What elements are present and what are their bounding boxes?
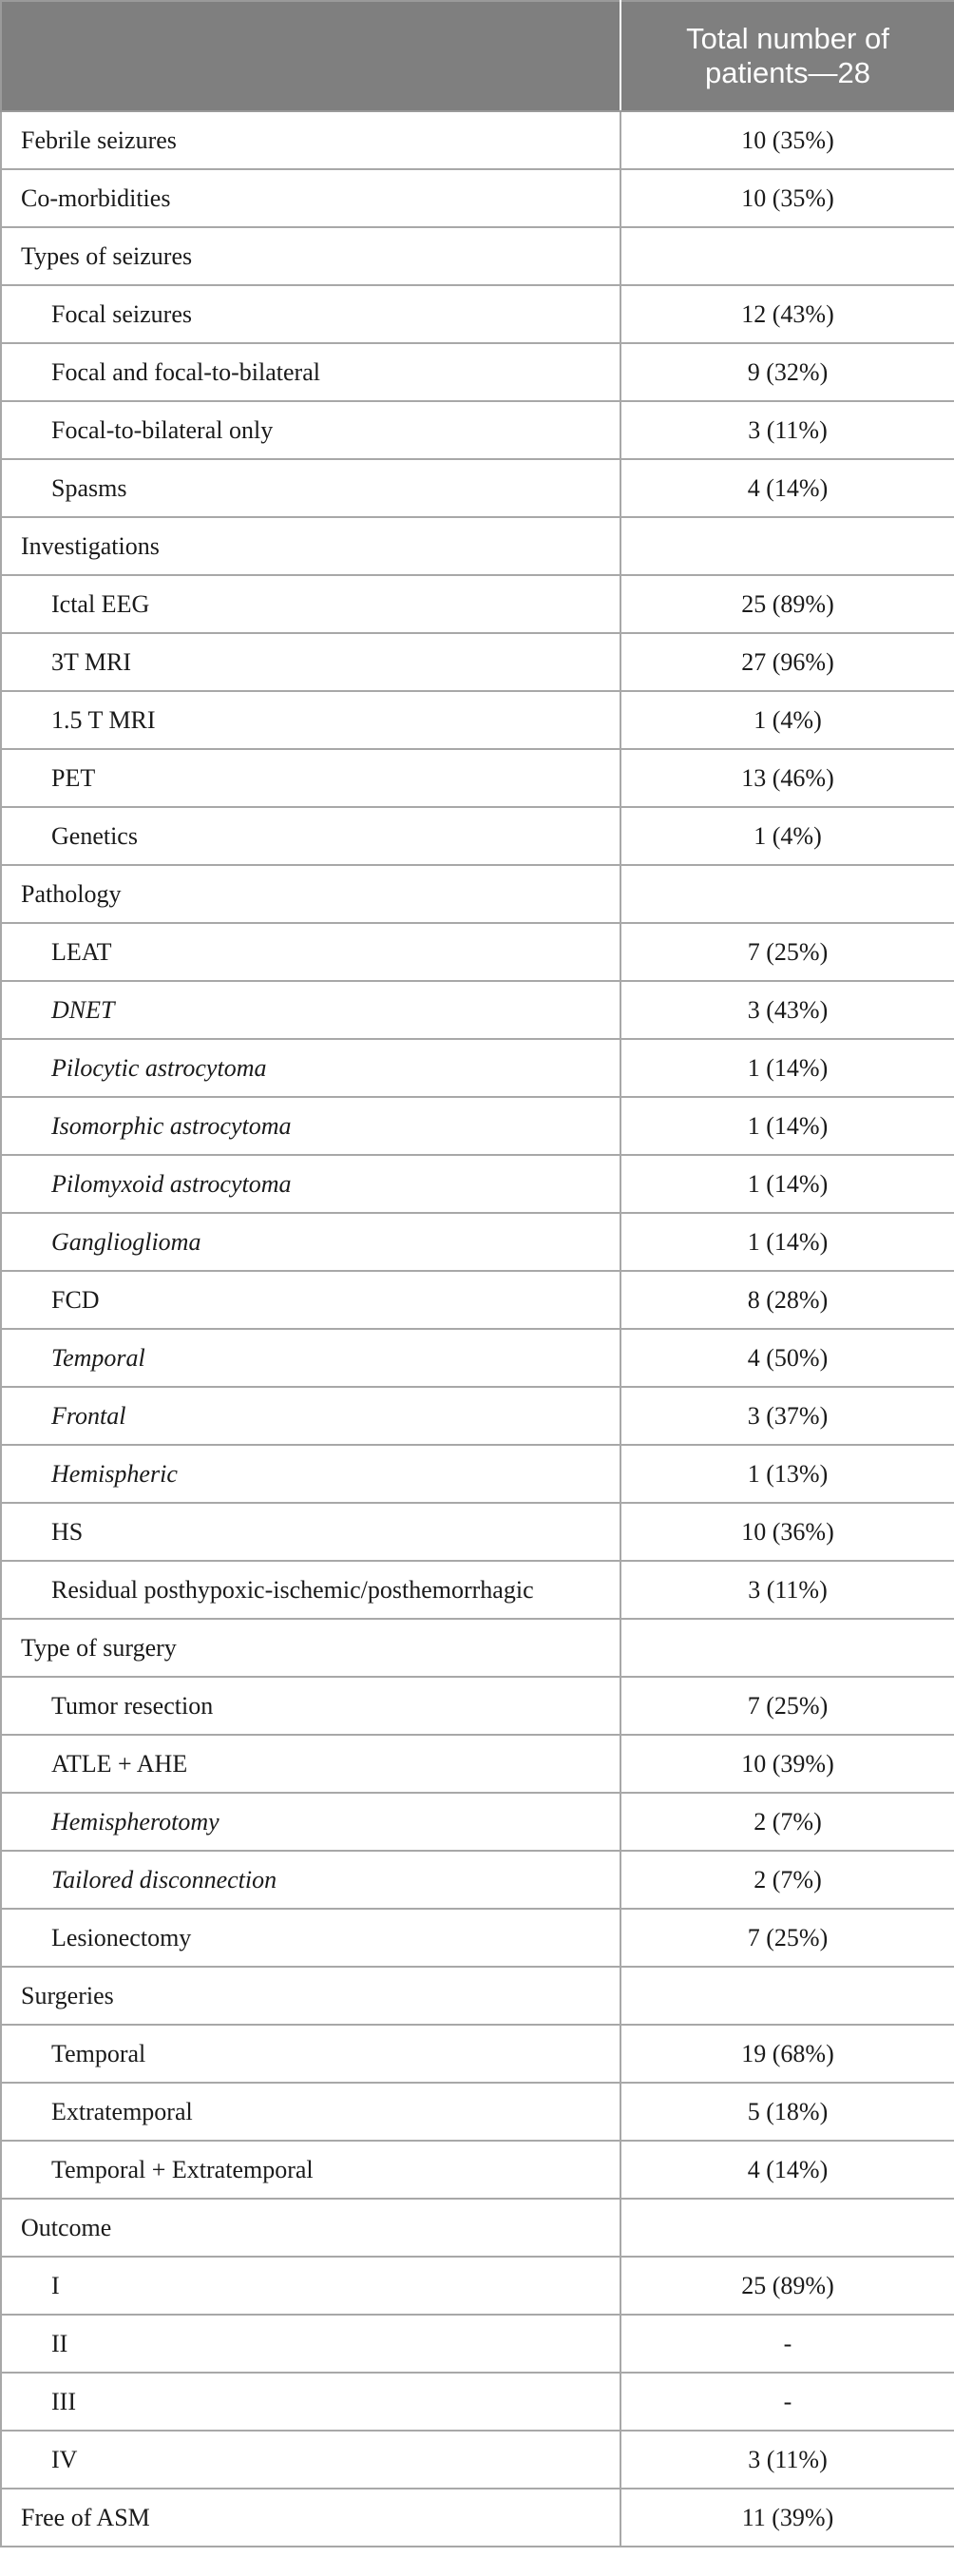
row-value: 3 (37%) [620,1387,954,1445]
table-row [1,749,954,807]
table-row [1,575,954,633]
row-label: Febrile seizures [1,111,620,169]
row-value: 5 (18%) [620,2083,954,2141]
row-value: 2 (7%) [620,1793,954,1851]
row-label: Genetics [1,807,620,865]
row-label: Outcome [1,2199,620,2257]
table-row [1,2025,954,2083]
row-label: PET [1,749,620,807]
table-row [1,1097,954,1155]
row-label: II [1,2315,620,2373]
row-value [620,517,954,575]
row-label: ATLE + AHE [1,1735,620,1793]
row-label: Tumor resection [1,1677,620,1735]
row-value: 1 (14%) [620,1155,954,1213]
row-label: IV [1,2431,620,2489]
row-value: 4 (14%) [620,2141,954,2199]
header-label-column [1,1,620,111]
table-row [1,111,954,169]
row-label: Temporal [1,2025,620,2083]
row-label: Residual posthypoxic-ischemic/posthemorrhagic [1,1561,620,1619]
row-value: 1 (14%) [620,1097,954,1155]
row-label: Temporal [1,1329,620,1387]
row-label: Pathology [1,865,620,923]
row-label: LEAT [1,923,620,981]
table-row [1,1851,954,1909]
table-row [1,401,954,459]
table-row [1,1793,954,1851]
row-label: Ganglioglioma [1,1213,620,1271]
table-row [1,1213,954,1271]
row-value: - [620,2315,954,2373]
row-value: 7 (25%) [620,923,954,981]
row-label: Hemispherotomy [1,1793,620,1851]
row-label: DNET [1,981,620,1039]
table-row [1,691,954,749]
row-label: HS [1,1503,620,1561]
table-row [1,169,954,227]
table-row [1,285,954,343]
row-label: I [1,2257,620,2315]
table-row [1,981,954,1039]
header-row [1,1,954,111]
row-value: 10 (35%) [620,169,954,227]
table-row [1,2431,954,2489]
row-value: 4 (14%) [620,459,954,517]
table-row [1,1039,954,1097]
table-row [1,517,954,575]
table-row [1,1909,954,1967]
table-row [1,1155,954,1213]
row-label: Pilomyxoid astrocytoma [1,1155,620,1213]
row-label: Free of ASM [1,2489,620,2547]
row-value: 10 (36%) [620,1503,954,1561]
header-total-patients: Total number of patients—28 [620,1,954,111]
table-row [1,1445,954,1503]
row-value [620,1967,954,2025]
table-row [1,1677,954,1735]
row-value: 3 (43%) [620,981,954,1039]
row-label: Extratemporal [1,2083,620,2141]
table-row [1,1619,954,1677]
row-label: Focal-to-bilateral only [1,401,620,459]
row-label: Spasms [1,459,620,517]
table-row [1,865,954,923]
table-row [1,1271,954,1329]
row-value: 4 (50%) [620,1329,954,1387]
row-label: Lesionectomy [1,1909,620,1967]
row-label: FCD [1,1271,620,1329]
table-row [1,1387,954,1445]
row-label: Investigations [1,517,620,575]
row-value: 10 (39%) [620,1735,954,1793]
row-value: 25 (89%) [620,2257,954,2315]
row-value: 10 (35%) [620,111,954,169]
row-value: 8 (28%) [620,1271,954,1329]
table-row [1,1967,954,2025]
row-label: Frontal [1,1387,620,1445]
row-label: Pilocytic astrocytoma [1,1039,620,1097]
row-label: Hemispheric [1,1445,620,1503]
row-value: 27 (96%) [620,633,954,691]
table-row [1,343,954,401]
row-value: 3 (11%) [620,1561,954,1619]
row-value: 12 (43%) [620,285,954,343]
row-label: Isomorphic astrocytoma [1,1097,620,1155]
row-value [620,227,954,285]
row-label: III [1,2373,620,2431]
row-value: 3 (11%) [620,2431,954,2489]
row-label: 3T MRI [1,633,620,691]
table-row [1,1561,954,1619]
row-value: 1 (14%) [620,1039,954,1097]
table-row [1,633,954,691]
table-row [1,2373,954,2431]
row-value [620,865,954,923]
row-value: 1 (14%) [620,1213,954,1271]
row-value: 11 (39%) [620,2489,954,2547]
row-label: Focal seizures [1,285,620,343]
row-label: Co-morbidities [1,169,620,227]
row-value: 1 (13%) [620,1445,954,1503]
table-row [1,1735,954,1793]
row-value: 3 (11%) [620,401,954,459]
row-label: Focal and focal-to-bilateral [1,343,620,401]
row-label: Temporal + Extratemporal [1,2141,620,2199]
table-row [1,2257,954,2315]
row-value: 2 (7%) [620,1851,954,1909]
table-row [1,227,954,285]
table-row [1,923,954,981]
table-row [1,1503,954,1561]
table-body [1,111,954,2547]
row-value: 25 (89%) [620,575,954,633]
row-value [620,2199,954,2257]
row-value [620,1619,954,1677]
table-row [1,459,954,517]
row-value: - [620,2373,954,2431]
table-header [1,1,954,111]
table-row [1,2489,954,2547]
table-row [1,1329,954,1387]
row-value: 7 (25%) [620,1909,954,1967]
table-row [1,2141,954,2199]
table-row [1,2199,954,2257]
row-value: 7 (25%) [620,1677,954,1735]
row-label: Tailored disconnection [1,1851,620,1909]
table-row [1,2315,954,2373]
row-value: 13 (46%) [620,749,954,807]
row-value: 1 (4%) [620,807,954,865]
row-label: Type of surgery [1,1619,620,1677]
table-row [1,807,954,865]
row-label: Types of seizures [1,227,620,285]
row-value: 19 (68%) [620,2025,954,2083]
row-value: 1 (4%) [620,691,954,749]
row-value: 9 (32%) [620,343,954,401]
row-label: Surgeries [1,1967,620,2025]
row-label: Ictal EEG [1,575,620,633]
table-row [1,2083,954,2141]
row-label: 1.5 T MRI [1,691,620,749]
